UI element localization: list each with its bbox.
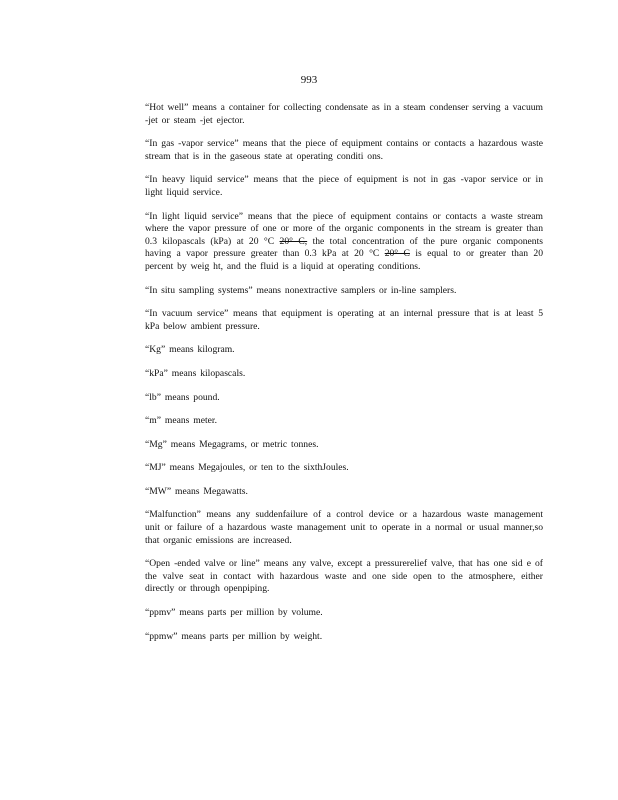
struck-text: 20° C,: [279, 235, 308, 247]
definition-text: the total concentration of the pure organic components having a vapor pressure greater than 0.3 kPa at 20 °C: [145, 235, 544, 260]
definition-mw: “MW” means Megawatts.: [145, 485, 248, 497]
definitions-body: [145, 102, 543, 654]
page-number: 993: [300, 74, 318, 86]
struck-text: 20° C: [384, 248, 410, 260]
definition-in-gas-vapor-service: “In gas -vapor service” means that the piece of equipment contains or contacts a hazardous waste stream that is in the gaseous state at operating conditi ons.: [145, 138, 543, 162]
definition-kg: “Kg” means kilogram.: [145, 344, 235, 356]
definition-hot-well: “Hot well” means a container for collecting condensate as in a steam condenser serving a vacuum -jet or steam -jet ejector.: [145, 102, 543, 126]
definition-in-situ-sampling-systems: “In situ sampling systems” means nonextractive samplers or in-line samplers.: [145, 284, 457, 296]
definition-m: “m” means meter.: [145, 415, 217, 427]
definition-ppmw: “ppmw” means parts per million by weight.: [145, 630, 323, 642]
definition-text: is equal to or greater than 20 percent by weig ht, and the fluid is a liquid at operating conditions.: [145, 248, 543, 272]
definition-ppmv: “ppmv” means parts per million by volume.: [145, 607, 323, 619]
definition-in-heavy-liquid-service: “In heavy liquid service” means that the piece of equipment is not in gas -vapor service or in light liquid service.: [145, 174, 543, 198]
definition-mg: “Mg” means Megagrams, or metric tonnes.: [145, 438, 319, 450]
definition-kpa: “kPa” means kilopascals.: [145, 367, 246, 379]
definition-mj: “MJ” means Megajoules, or ten to the sixthJoules.: [145, 462, 349, 474]
definition-in-vacuum-service: “In vacuum service” means that equipment is operating at an internal pressure that is at least 5 kPa below ambient pressure.: [145, 308, 543, 332]
definition-lb: “lb” means pound.: [145, 391, 220, 403]
definition-open-ended-valve: “Open -ended valve or line” means any valve, except a pressurerelief valve, that has one sid e of the valve seat in contact with hazardous waste and one side open to the atmosphere, either directly or through openpiping.: [145, 558, 543, 595]
definition-in-light-liquid-service: [145, 211, 543, 274]
definition-text: “In light liquid service” means that the piece of equipment contains or contacts a waste stream where the vapor pressure of one or more of the organic components in the stream is greater than 0.3 kilopascals (kPa) at 20 °C: [145, 210, 543, 247]
definition-malfunction: “Malfunction” means any suddenfailure of a control device or a hazardous waste management unit or failure of a hazardous waste management unit to operate in a normal or usual manner,so that organic emissions are increased.: [145, 509, 543, 546]
